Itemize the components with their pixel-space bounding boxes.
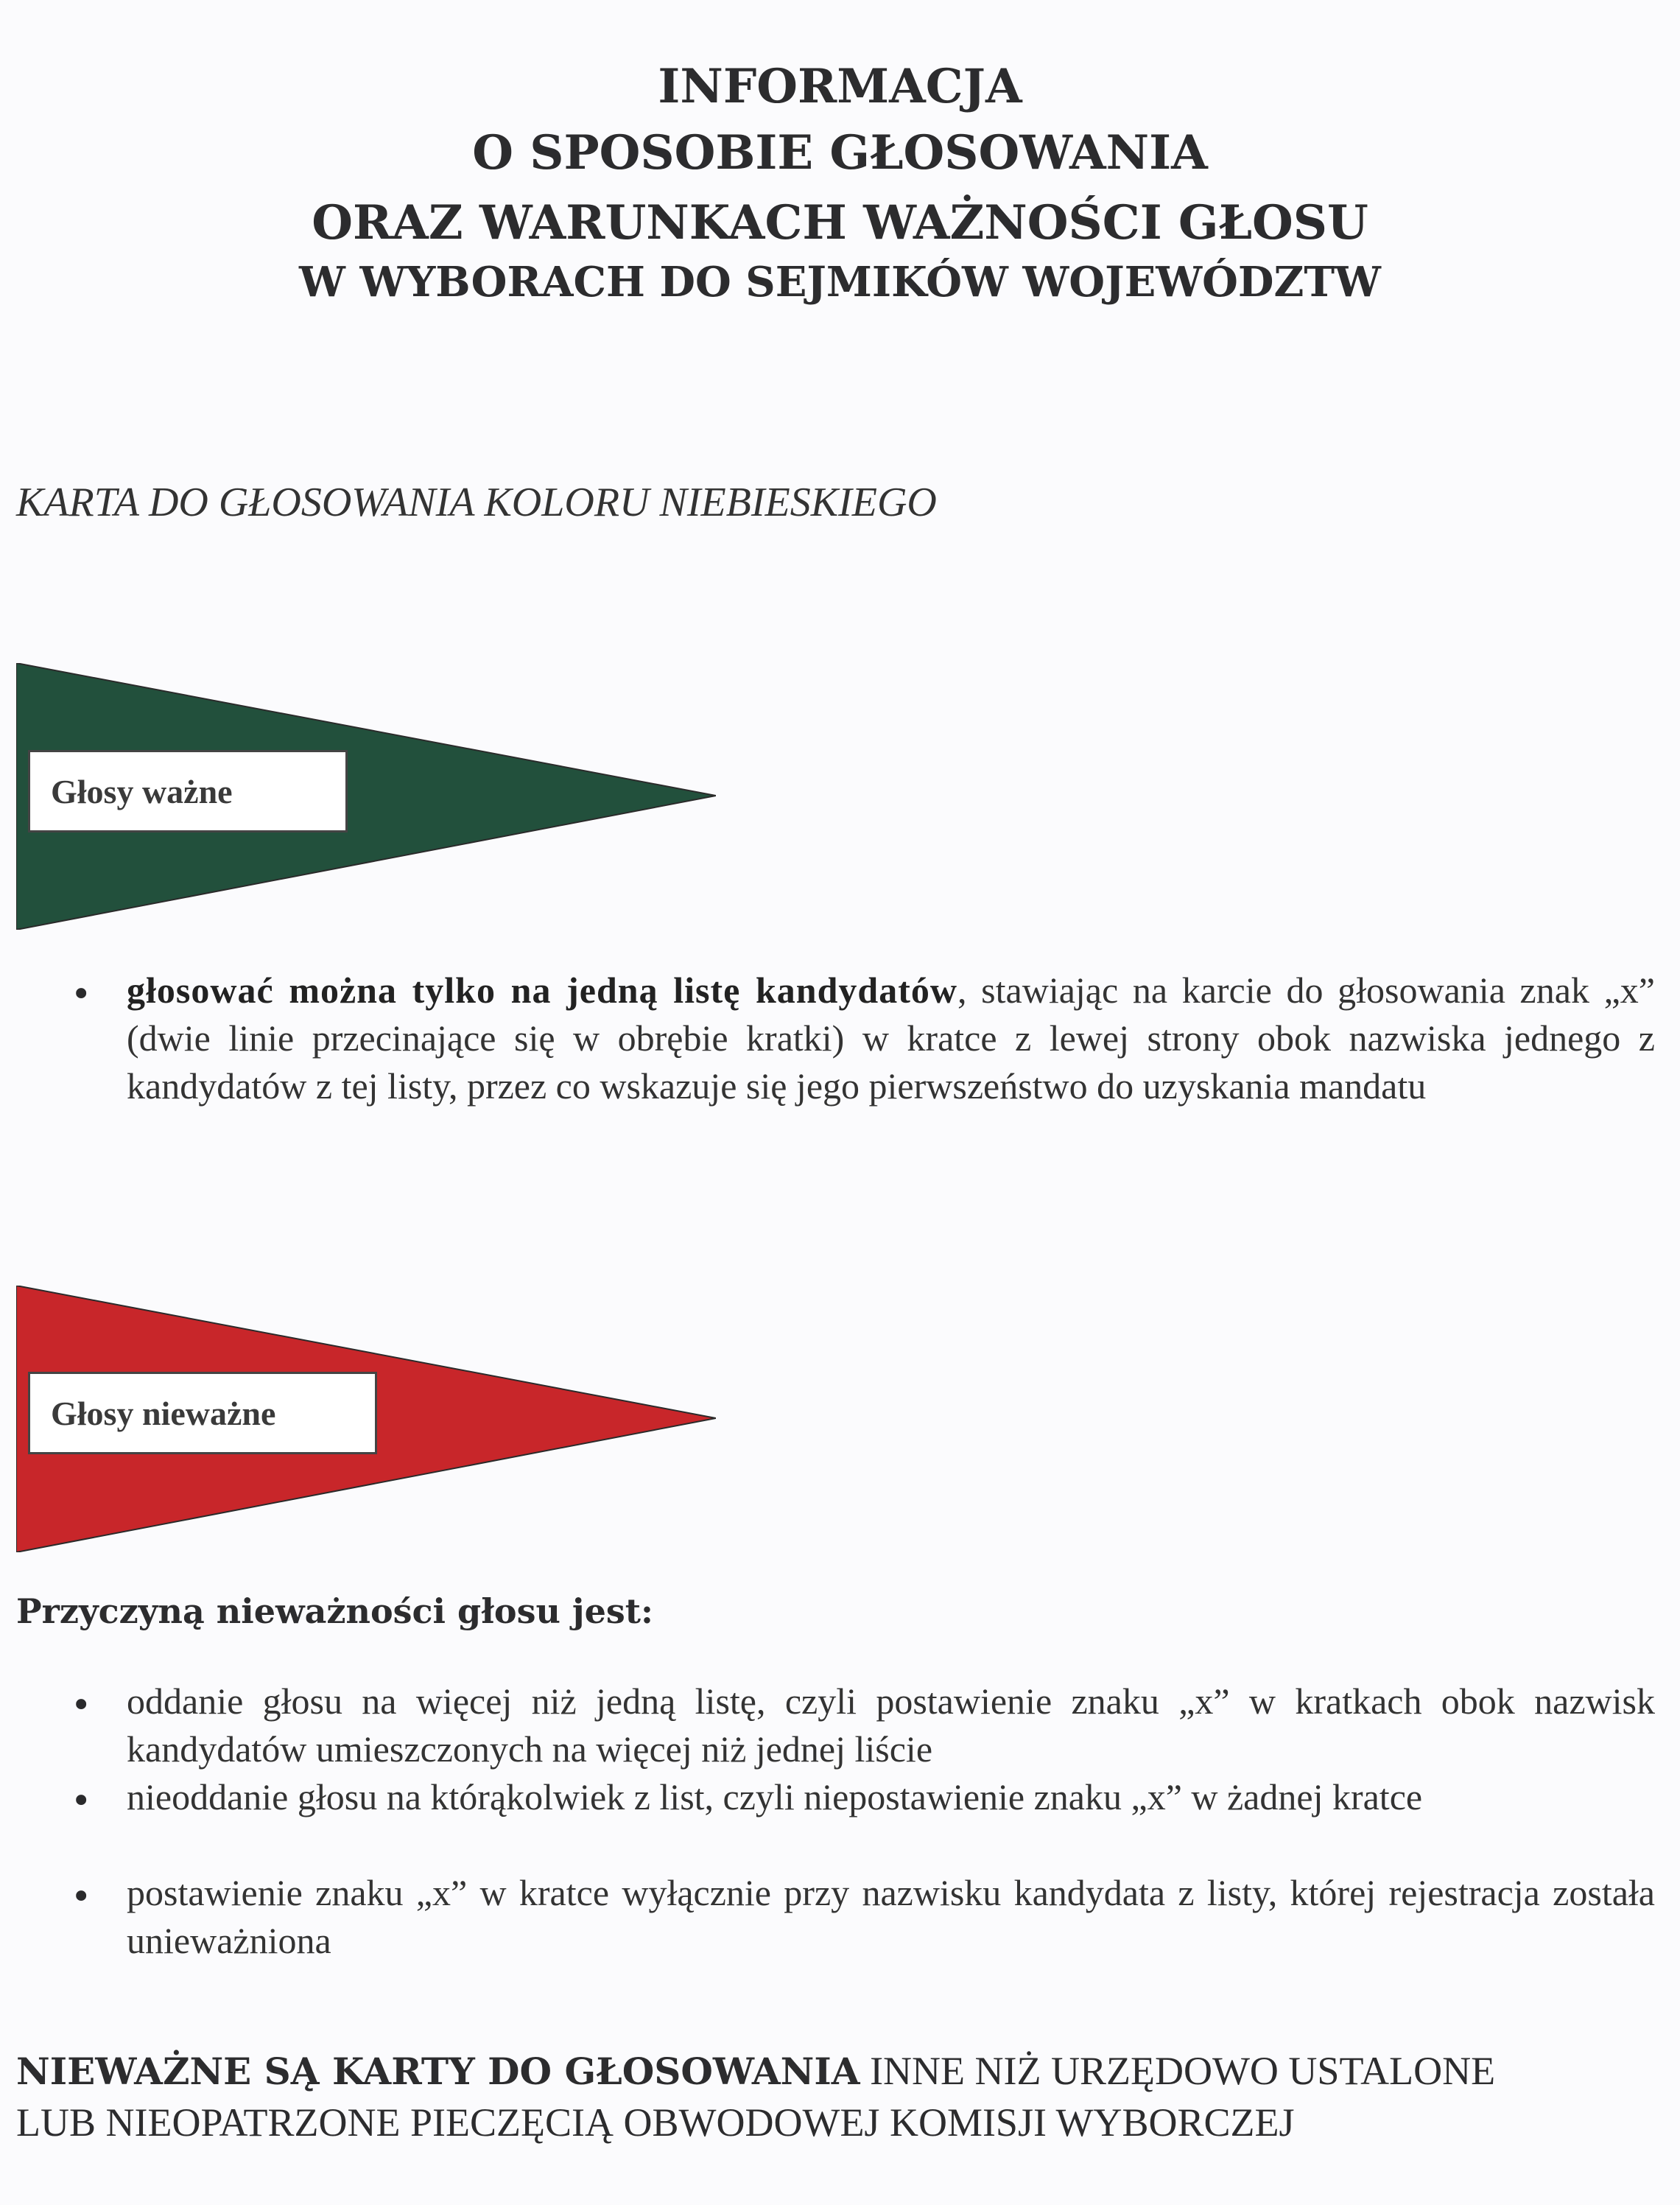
footer-bold: NIEWAŻNE SĄ KARTY DO GŁOSOWANIA xyxy=(16,2050,860,2093)
title-line-2: O SPOSOBIE GŁOSOWANIA xyxy=(472,125,1208,180)
invalidity-reasons-title: Przyczyną nieważności głosu jest: xyxy=(16,1591,653,1631)
valid-rule-text: , stawiając na karcie do głosowania znak „x” (dwie linie przecinające się w obrębie kratki) w kratce z lewej strony obok nazwiska jednego z kandydatów z tej listy, przez co wskazuje się jego pierwszeństwo do uzyskania mandatu xyxy=(127,970,1655,1107)
title-line-4: W WYBORACH DO SEJMIKÓW WOJEWÓDZTW xyxy=(299,258,1381,306)
bullet-icon: • xyxy=(71,1685,92,1726)
invalidity-reason-1: oddanie głosu na więcej niż jedną listę, czyli postawienie znaku „x” w kratkach obok nazwisk kandydatów umieszczonych na więcej niż jednej liście xyxy=(127,1680,1655,1770)
bullet-icon: • xyxy=(71,974,92,1015)
title-line-1: INFORMACJA xyxy=(658,59,1022,114)
ballot-color-subheading: KARTA DO GŁOSOWANIA KOLORU NIEBIESKIEGO xyxy=(16,480,937,525)
valid-votes-label: Głosy ważne xyxy=(28,750,348,832)
invalidity-reason-3: postawienie znaku „x” w kratce wyłącznie przy nazwisku kandydata z listy, której rejestracja została unieważniona xyxy=(127,1872,1655,1961)
footer-line-1 xyxy=(16,2048,1666,2094)
bullet-icon: • xyxy=(71,1781,92,1822)
valid-vote-rule xyxy=(127,967,1655,1110)
footer-rest-1: INNE NIŻ URZĘDOWO USTALONE xyxy=(860,2049,1496,2093)
title-line-3: ORAZ WARUNKACH WAŻNOŚCI GŁOSU xyxy=(312,195,1368,250)
invalid-votes-label: Głosy nieważne xyxy=(28,1372,377,1454)
footer-line-2: LUB NIEOPATRZONE PIECZĘCIĄ OBWODOWEJ KOMISJI WYBORCZEJ xyxy=(16,2100,1295,2145)
invalidity-reason-2: nieoddanie głosu na którąkolwiek z list, czyli niepostawienie znaku „x” w żadnej kratce xyxy=(127,1776,1423,1817)
bullet-icon: • xyxy=(71,1876,92,1918)
valid-rule-bold: głosować można tylko na jedną listę kandydatów xyxy=(127,970,957,1011)
